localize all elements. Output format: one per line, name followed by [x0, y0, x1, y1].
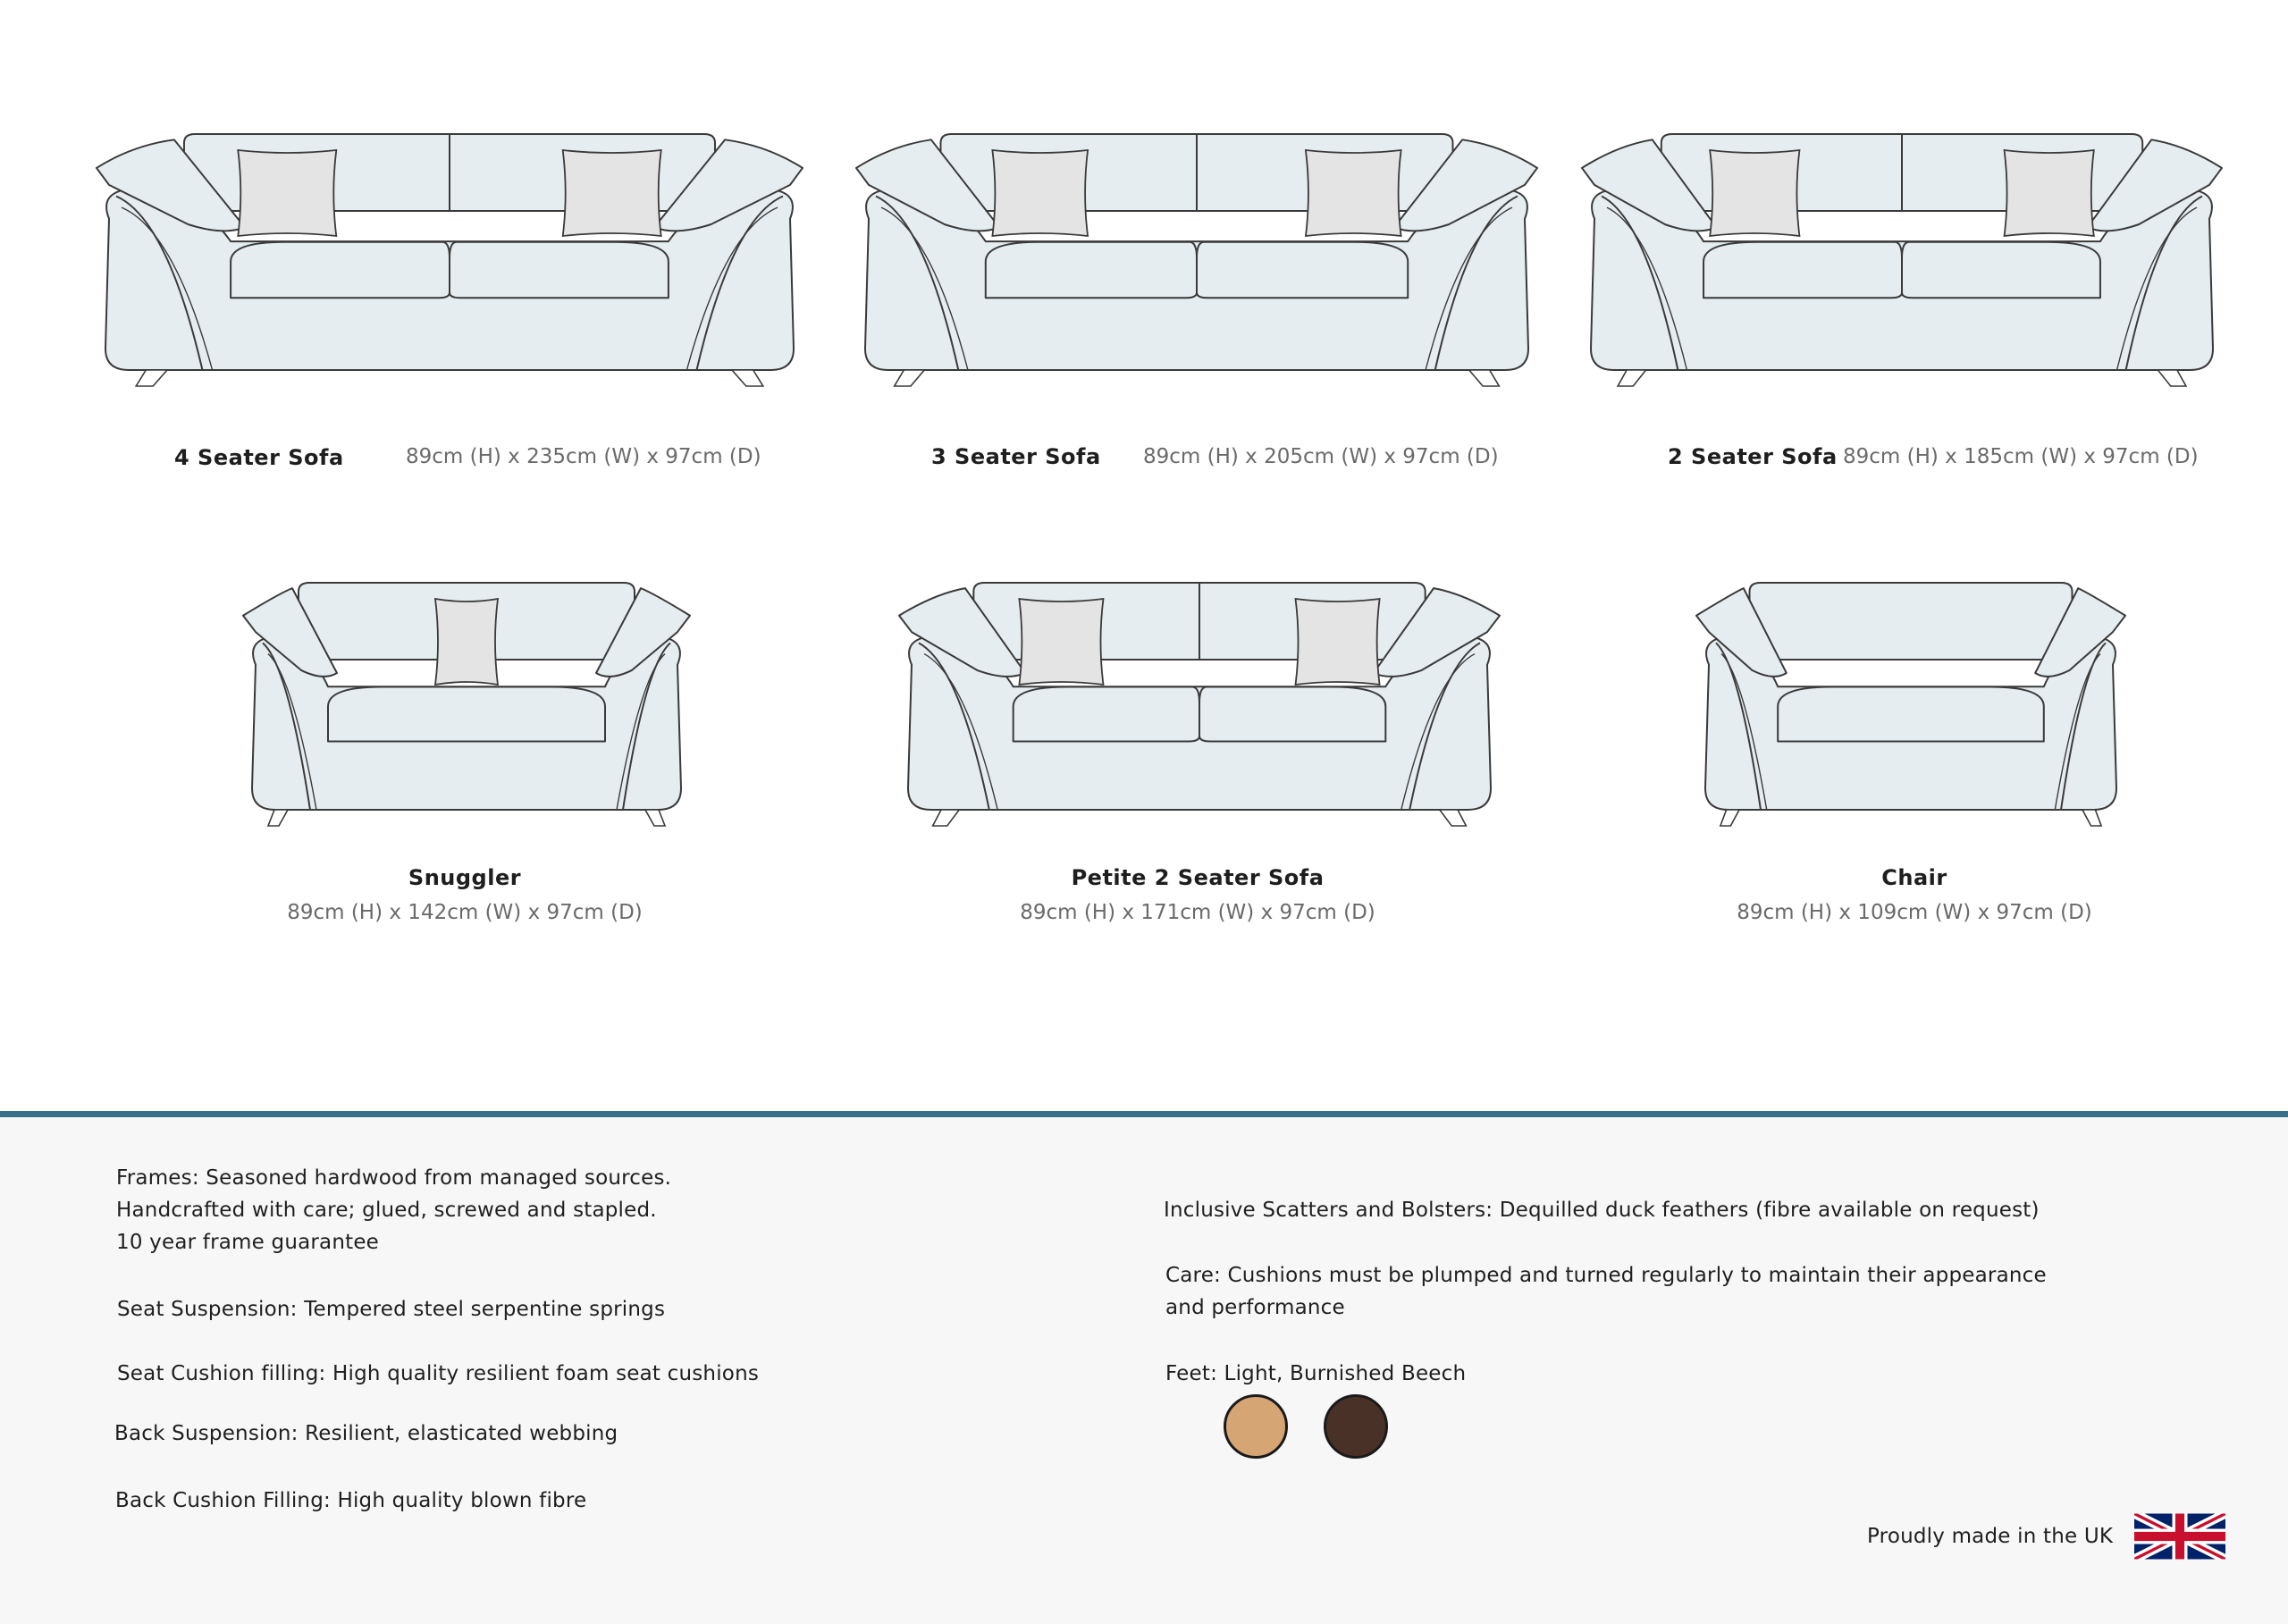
seat-cushion-left	[1703, 242, 1902, 299]
backrest	[1750, 583, 2073, 660]
product-dimensions: 89cm (H) x 109cm (W) x 97cm (D)	[1737, 901, 2092, 924]
left-foot	[933, 810, 960, 826]
spec-feet: Feet: Light, Burnished Beech	[1165, 1362, 1467, 1385]
left-foot	[895, 370, 925, 386]
specifications-panel	[0, 1111, 2288, 1624]
seat-cushion-left	[1014, 687, 1199, 742]
scatter-cushion-1	[435, 599, 498, 685]
seat-cushion	[328, 687, 605, 742]
made-in-uk-text: Proudly made in the UK	[1867, 1525, 2114, 1548]
sofa-4-seater-illustration	[97, 134, 803, 417]
product-name: Snuggler	[408, 865, 522, 890]
seat-cushion-right	[1199, 687, 1385, 742]
scatter-cushion-1	[1710, 150, 1799, 236]
spec-seat-cushion: Seat Cushion filling: High quality resilient foam seat cushions	[117, 1362, 760, 1385]
seat-cushion	[1778, 687, 2044, 742]
product-dimensions: 89cm (H) x 235cm (W) x 97cm (D)	[406, 445, 761, 468]
product-name: Petite 2 Seater Sofa	[1071, 865, 1325, 890]
spec-care-line2: and performance	[1165, 1296, 1345, 1319]
scatter-cushion-2	[1296, 599, 1380, 685]
right-foot	[1440, 810, 1467, 826]
product-name: 4 Seater Sofa	[174, 445, 344, 470]
snuggler-illustration	[243, 583, 690, 856]
swatch-light-beech	[1224, 1394, 1288, 1459]
left-foot	[136, 370, 167, 386]
spec-frames-line2: Handcrafted with care; glued, screwed and stapled.	[116, 1199, 657, 1222]
spec-back-cushion: Back Cushion Filling: High quality blown fibre	[115, 1489, 587, 1512]
product-name: 2 Seater Sofa	[1668, 444, 1838, 469]
product-dimensions: 89cm (H) x 205cm (W) x 97cm (D)	[1143, 445, 1499, 468]
right-foot	[2082, 810, 2101, 826]
right-foot	[2158, 370, 2186, 386]
scatter-cushion-1	[992, 150, 1088, 236]
spec-care-line1: Care: Cushions must be plumped and turned regularly to maintain their appearance	[1165, 1264, 2047, 1287]
right-foot	[732, 370, 763, 386]
product-name: Chair	[1881, 865, 1947, 890]
seat-cushion-right	[1902, 242, 2100, 299]
swatch-burnished-beech	[1324, 1394, 1388, 1459]
scatter-cushion-2	[1306, 150, 1401, 236]
spec-seat-suspension: Seat Suspension: Tempered steel serpentine springs	[117, 1298, 666, 1321]
product-dimensions: 89cm (H) x 142cm (W) x 97cm (D)	[287, 901, 643, 924]
left-foot	[1618, 370, 1646, 386]
spec-back-suspension: Back Suspension: Resilient, elasticated webbing	[114, 1422, 618, 1445]
scatter-cushion-1	[1019, 599, 1103, 685]
left-foot	[1720, 810, 1739, 826]
scatter-cushion-2	[563, 150, 661, 236]
petite-2-seater-illustration	[899, 583, 1500, 856]
scatter-cushion-2	[2005, 150, 2094, 236]
left-foot	[268, 810, 288, 826]
seat-cushion-left	[231, 242, 450, 299]
scatter-cushion-1	[238, 150, 336, 236]
seat-cushion-right	[1197, 242, 1408, 299]
spec-frames-line3: 10 year frame guarantee	[116, 1231, 380, 1254]
seat-cushion-left	[986, 242, 1197, 299]
uk-flag-icon	[2134, 1513, 2225, 1560]
chair-illustration	[1696, 583, 2125, 856]
seat-cushion-right	[450, 242, 669, 299]
spec-scatters: Inclusive Scatters and Bolsters: Dequilled duck feathers (fibre available on request)	[1164, 1199, 2040, 1222]
spec-frames-line1: Frames: Seasoned hardwood from managed sources.	[116, 1166, 672, 1190]
sofa-2-seater-illustration	[1582, 134, 2222, 417]
product-dimensions: 89cm (H) x 185cm (W) x 97cm (D)	[1843, 445, 2199, 468]
right-foot	[645, 810, 665, 826]
product-dimensions: 89cm (H) x 171cm (W) x 97cm (D)	[1020, 901, 1375, 924]
right-foot	[1469, 370, 1500, 386]
sofa-3-seater-illustration	[856, 134, 1537, 417]
product-name: 3 Seater Sofa	[931, 444, 1101, 469]
